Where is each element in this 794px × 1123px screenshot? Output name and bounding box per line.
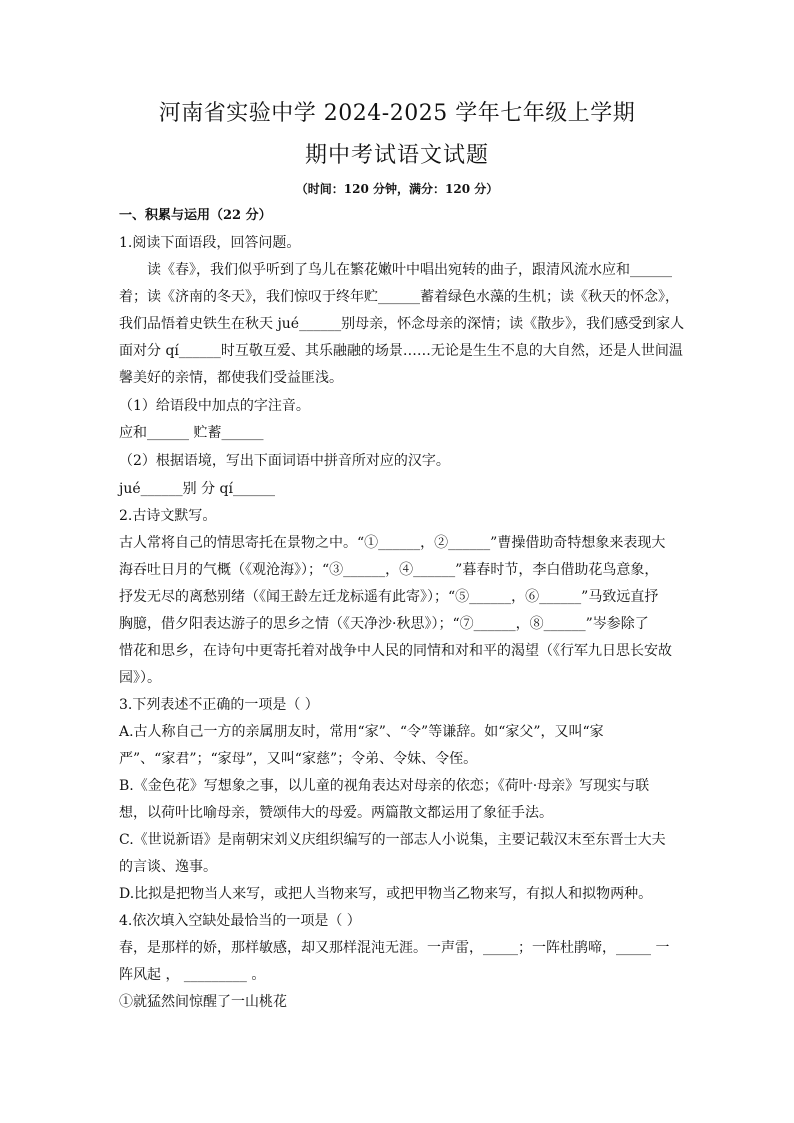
passage-line: 馨美好的亲情，都使我们受益匪浅。 bbox=[119, 370, 343, 386]
passage-line: 读《春》，我们似乎听到了鸟儿在繁花嫩叶中唱出宛转的曲子，跟清风流水应和______ bbox=[147, 262, 672, 278]
passage-line: 面对分 qí______时互敬互爱、其乐融融的场景……无论是生生不息的大自然，还是人世间温 bbox=[119, 343, 683, 359]
subquestion: （2）根据语境，写出下面词语中拼音所对应的汉字。 bbox=[119, 453, 450, 469]
exam-subtitle: 期中考试语文试题 bbox=[304, 143, 489, 168]
answer-blanks: 应和______ 贮蓄______ bbox=[119, 425, 264, 441]
question-text-line: 胸臆，借夕阳表达游子的思乡之情（《天净沙·秋思》）；“⑦______，⑧______”岑参除了 bbox=[119, 616, 649, 632]
question-4-stem: 4.依次填入空缺处最恰当的一项是（ ） bbox=[119, 913, 361, 929]
question-text-line: 惜花和思乡，在诗句中更寄托着对战争中人民的同情和对和平的渴望（《行军九日思长安故 bbox=[119, 643, 672, 659]
option-a: A.古人称自己一方的亲属朋友时，常用“家”、“令”等谦辞。如“家父”，又叫“家 bbox=[119, 724, 604, 740]
section-heading: 一、积累与运用（22 分） bbox=[119, 208, 272, 223]
question-text-line: 古人常将自己的情思寄托在景物之中。“①______，②______”曹操借助奇特想象来表现大 bbox=[119, 535, 666, 551]
option-b: B.《金色花》写想象之事，以儿童的视角表达对母亲的依恋；《荷叶·母亲》写现实与联 bbox=[119, 778, 650, 794]
question-text-line: 抒发无尽的离愁别绪（《闻王龄左迁龙标遥有此寄》）；“⑤______，⑥______”马致远直抒 bbox=[119, 589, 659, 605]
question-text-line: 阵风起 ， _________ 。 bbox=[119, 967, 266, 983]
subquestion: （1）给语段中加点的字注音。 bbox=[119, 398, 310, 414]
option-b-cont: 想，以荷叶比喻母亲，赞颂伟大的母爱。两篇散文都运用了象征手法。 bbox=[119, 805, 553, 821]
exam-time-score: （时间：120 分钟，满分：120 分） bbox=[295, 182, 499, 196]
answer-blanks: jué______别 分 qí______ bbox=[119, 481, 275, 497]
option-d: D.比拟是把物当人来写，或把人当物来写，或把甲物当乙物来写，有拟人和拟物两种。 bbox=[119, 886, 653, 902]
question-text-line: 春，是那样的娇，那样敏感，却又那样混沌无涯。一声雷，_____；一阵杜鹃啼，_____ 一 bbox=[119, 940, 670, 956]
question-3-stem: 3.下列表述不正确的一项是（ ） bbox=[119, 697, 319, 713]
question-text-line: 海吞吐日月的气概（《观沧海》）；“③______，④______”暮春时节，李白借助花鸟意象， bbox=[119, 562, 659, 578]
passage-line: 着；读《济南的冬天》，我们惊叹于终年贮______蓄着绿色水藻的生机；读《秋天的怀念》， bbox=[119, 289, 679, 305]
passage-line: 我们品悟着史铁生在秋天 jué______别母亲，怀念母亲的深情；读《散步》，我们感受到家人 bbox=[119, 316, 685, 332]
choice-item: ①就猛然间惊醒了一山桃花 bbox=[119, 994, 287, 1010]
option-c: C.《世说新语》是南朝宋刘义庆组织编写的一部志人小说集，主要记载汉末至东晋士大夫 bbox=[119, 832, 666, 848]
option-a-cont: 严”、“家君”；“家母”，又叫“家慈”；令弟、令妹、令侄。 bbox=[119, 751, 478, 767]
question-text-line: 园》）。 bbox=[119, 670, 161, 686]
question-2-stem: 2.古诗文默写。 bbox=[119, 508, 217, 524]
exam-title: 河南省实验中学 2024-2025 学年七年级上学期 bbox=[158, 101, 636, 126]
question-1-stem: 1.阅读下面语段，回答问题。 bbox=[119, 235, 301, 251]
option-c-cont: 的言谈、逸事。 bbox=[119, 859, 217, 875]
